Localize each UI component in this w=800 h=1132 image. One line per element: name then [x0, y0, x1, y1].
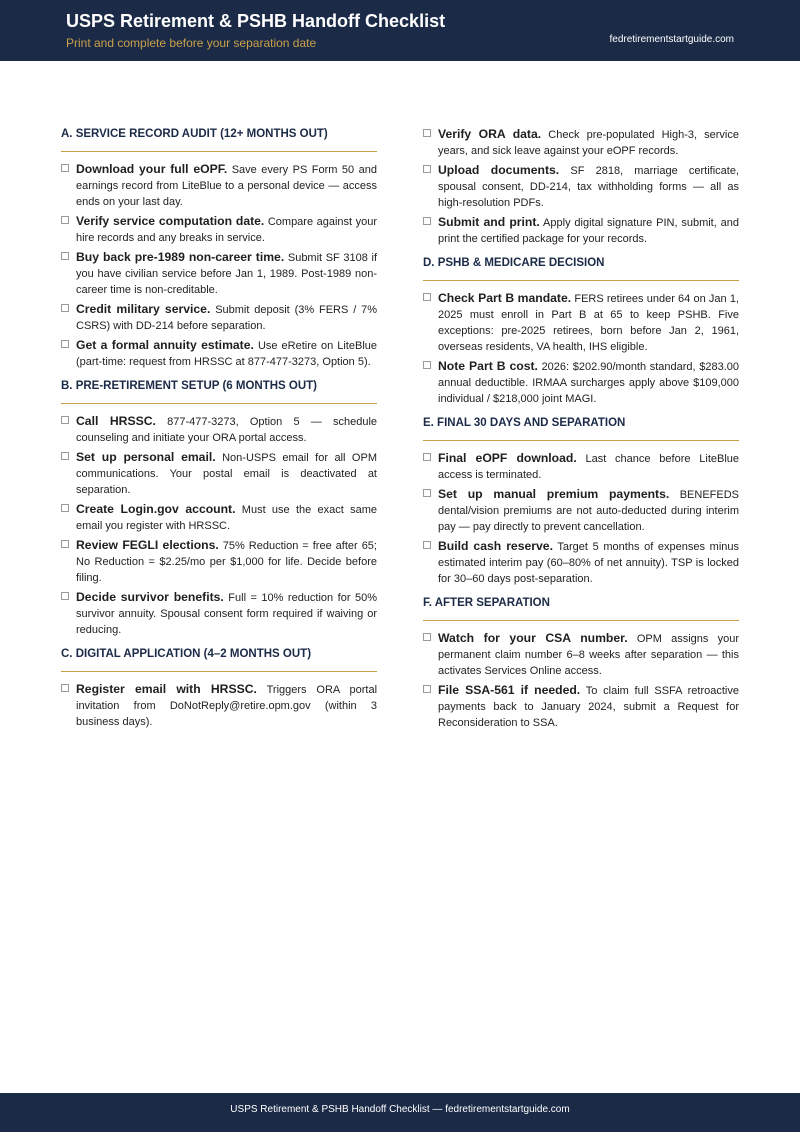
checklist-item-create-login-gov-account — [61, 501, 377, 534]
item-lead: Review FEGLI elections. — [76, 538, 219, 552]
checklist-section — [423, 595, 739, 731]
checklist-item-verify-ora-data — [423, 126, 739, 159]
checklist-item-call-hrssc — [61, 413, 377, 446]
item-description: BENEFEDS dental/vision premiums are not auto-deducted during interim pay — pay directly to prevent cancellation. — [438, 489, 739, 533]
checklist-section — [61, 378, 377, 638]
checkbox[interactable] — [423, 293, 431, 301]
section-title: D. PSHB & MEDICARE DECISION — [423, 255, 739, 281]
checklist-item-download-your-full-eopf — [61, 161, 377, 210]
checkbox[interactable] — [61, 340, 69, 348]
item-description: SF 2818, marriage certificate, spousal consent, DD-214, tax withholding forms — all as high-resolution PDFs. — [438, 165, 739, 209]
page-footer: USPS Retirement & PSHB Handoff Checklist — fedretirementstartguide.com — [0, 1093, 800, 1132]
checklist-section — [423, 126, 739, 247]
page-header — [0, 0, 800, 61]
checkbox[interactable] — [423, 165, 431, 173]
item-lead: File SSA-561 if needed. — [438, 683, 581, 697]
checklist-item-upload-documents — [423, 162, 739, 211]
item-lead: Build cash reserve. — [438, 539, 553, 553]
item-description: Submit SF 3108 if you have civilian service before Jan 1, 1989. Post-1989 non-career time is non-creditable. — [76, 252, 378, 296]
section-title: B. PRE-RETIREMENT SETUP (6 MONTHS OUT) — [61, 378, 377, 404]
section-title: E. FINAL 30 DAYS AND SEPARATION — [423, 415, 739, 441]
item-description: Compare against your hire records and any breaks in service. — [76, 216, 377, 244]
item-lead: Note Part B cost. — [438, 359, 538, 373]
item-description: Full = 10% reduction for 50% survivor annuity. Spousal consent form required if waiving or reducing. — [76, 592, 377, 636]
item-description: FERS retirees under 64 on Jan 1, 2025 must enroll in Part B at 65 to keep PSHB. Five exceptions: pre-2025 retirees, born before Jan 2, 1961, overseas residents, VA health, IHS eligible. — [438, 293, 739, 353]
item-lead: Watch for your CSA number. — [438, 631, 628, 645]
checkbox[interactable] — [61, 540, 69, 548]
checkbox[interactable] — [61, 452, 69, 460]
checklist-item-buy-back-pre-1989-non-career-time — [61, 249, 377, 298]
right-column — [423, 126, 739, 734]
item-description: Target 5 months of expenses minus estimated interim pay (60–80% of net annuity). TSP is locked for 30–60 days post-separation. — [438, 541, 739, 585]
item-description: Use eRetire on LiteBlue (part-time: request from HRSSC at 877-477-3273, Option 5). — [76, 340, 377, 368]
item-description: 877-477-3273, Option 5 — schedule counseling and initiate your ORA portal access. — [76, 416, 377, 444]
checkbox[interactable] — [61, 684, 69, 692]
item-lead: Decide survivor benefits. — [76, 590, 224, 604]
page-subtitle: Print and complete before your separation date — [66, 36, 317, 50]
checkbox[interactable] — [423, 361, 431, 369]
item-lead: Verify ORA data. — [438, 127, 542, 141]
checkbox[interactable] — [423, 541, 431, 549]
checkbox[interactable] — [61, 252, 69, 260]
checkbox[interactable] — [423, 633, 431, 641]
checklist-item-submit-and-print — [423, 214, 739, 247]
checklist-item-note-part-b-cost — [423, 358, 739, 407]
item-lead: Final eOPF download. — [438, 451, 577, 465]
item-description: To claim full SSFA retroactive payments back to January 2024, submit a Request for Reconsideration to SSA. — [438, 685, 739, 729]
item-lead: Credit military service. — [76, 302, 211, 316]
item-description: Save every PS Form 50 and earnings record from LiteBlue to a personal device — access ends on your last day. — [76, 164, 377, 208]
checklist-item-final-eopf-download — [423, 450, 739, 483]
item-lead: Upload documents. — [438, 163, 560, 177]
checklist-item-decide-survivor-benefits — [61, 589, 377, 638]
checkbox[interactable] — [423, 489, 431, 497]
item-lead: Get a formal annuity estimate. — [76, 338, 254, 352]
checklist-item-set-up-manual-premium-payments — [423, 486, 739, 535]
item-lead: Set up personal email. — [76, 450, 216, 464]
site-url: fedretirementstartguide.com — [609, 34, 734, 45]
checkbox[interactable] — [423, 453, 431, 461]
section-title: F. AFTER SEPARATION — [423, 595, 739, 621]
item-description: Submit deposit (3% FERS / 7% CSRS) with DD-214 before separation. — [76, 304, 377, 332]
checklist-section — [61, 126, 377, 370]
checklist-section — [423, 415, 739, 587]
item-description: 2026: $202.90/month standard, $283.00 annual deductible. IRMAA surcharges apply above $109,000 individual / $218,000 joint MAGI. — [438, 361, 739, 405]
item-description: OPM assigns your permanent claim number 6–8 weeks after separation — this activates Services Online access. — [438, 633, 739, 677]
item-description: Must use the exact same email you register with HRSSC. — [76, 504, 377, 532]
checklist-item-get-a-formal-annuity-estimate — [61, 337, 377, 370]
item-lead: Buy back pre-1989 non-career time. — [76, 250, 285, 264]
checklist-item-review-fegli-elections — [61, 537, 377, 586]
item-lead: Download your full eOPF. — [76, 162, 228, 176]
checklist-item-register-email-with-hrssc — [61, 681, 377, 730]
checklist-section — [61, 646, 377, 730]
item-lead: Set up manual premium payments. — [438, 487, 670, 501]
checkbox[interactable] — [61, 504, 69, 512]
section-title: A. SERVICE RECORD AUDIT (12+ MONTHS OUT) — [61, 126, 377, 152]
checklist-item-check-part-b-mandate — [423, 290, 739, 355]
item-lead: Call HRSSC. — [76, 414, 156, 428]
left-column — [61, 126, 377, 733]
checkbox[interactable] — [61, 416, 69, 424]
checkbox[interactable] — [423, 685, 431, 693]
item-lead: Create Login.gov account. — [76, 502, 236, 516]
checkbox[interactable] — [423, 217, 431, 225]
checkbox[interactable] — [61, 304, 69, 312]
checkbox[interactable] — [61, 216, 69, 224]
checklist-item-set-up-personal-email — [61, 449, 377, 498]
checklist-item-watch-for-your-csa-number — [423, 630, 739, 679]
item-description: Triggers ORA portal invitation from DoNotReply@retire.opm.gov (within 3 business days). — [76, 684, 378, 728]
checklist-item-build-cash-reserve — [423, 538, 739, 587]
checklist-section — [423, 255, 739, 407]
item-description: Last chance before LiteBlue access is terminated. — [438, 453, 740, 481]
item-lead: Submit and print. — [438, 215, 540, 229]
checkbox[interactable] — [61, 592, 69, 600]
checkbox[interactable] — [423, 129, 431, 137]
page-title: USPS Retirement & PSHB Handoff Checklist — [66, 11, 446, 31]
item-lead: Verify service computation date. — [76, 214, 265, 228]
item-lead: Register email with HRSSC. — [76, 682, 257, 696]
checklist-item-credit-military-service — [61, 301, 377, 334]
item-description: 75% Reduction = free after 65; No Reduction = $2.25/mo per $1,000 for life. Decide before filing. — [76, 540, 377, 584]
item-description: Apply digital signature PIN, submit, and print the certified package for your records. — [438, 217, 740, 245]
item-lead: Check Part B mandate. — [438, 291, 572, 305]
checkbox[interactable] — [61, 164, 69, 172]
item-description: Check pre-populated High-3, service years, and sick leave against your eOPF records. — [438, 129, 739, 157]
checklist-item-file-ssa-561-if-needed — [423, 682, 739, 731]
item-description: Non-USPS email for all OPM communications. Your postal email is deactivated at separation. — [76, 452, 377, 496]
checklist-item-verify-service-computation-date — [61, 213, 377, 246]
section-title: C. DIGITAL APPLICATION (4–2 MONTHS OUT) — [61, 646, 377, 672]
